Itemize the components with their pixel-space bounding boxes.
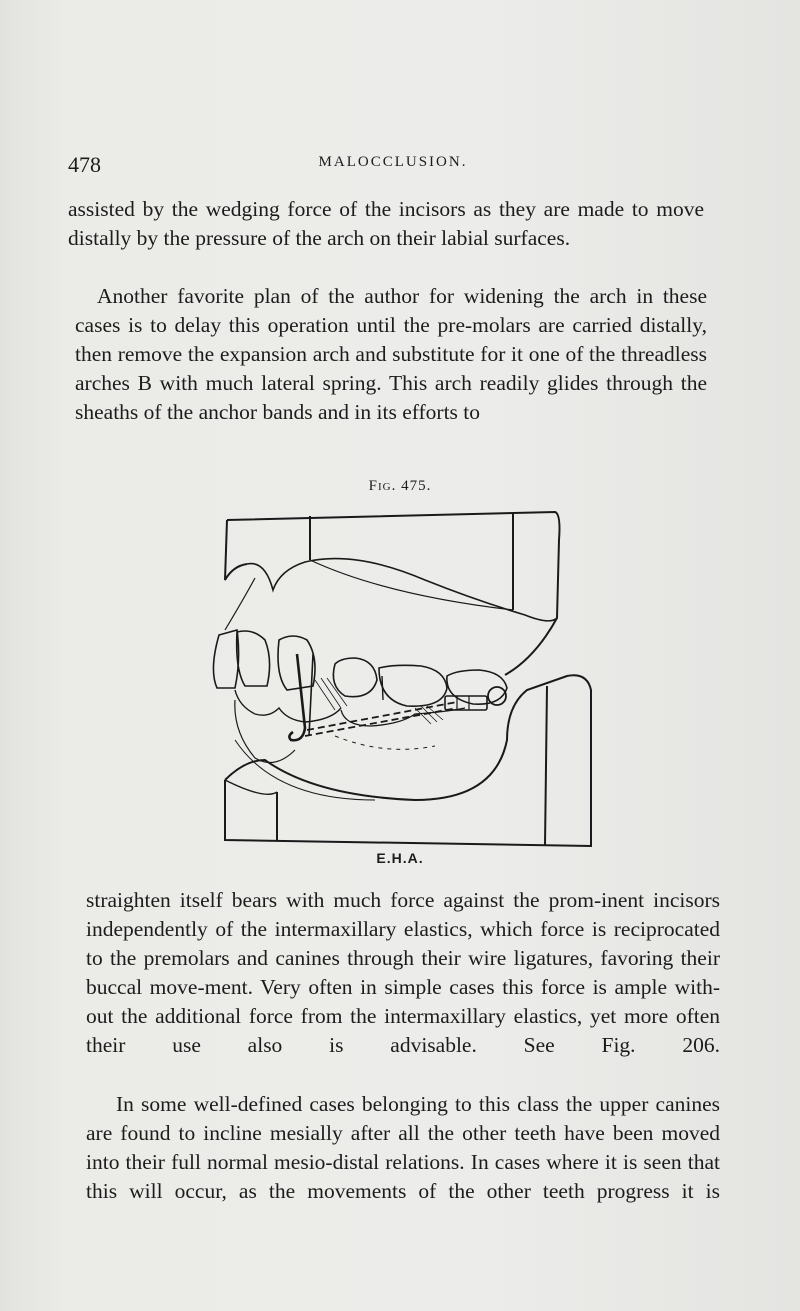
paragraph-2: Another favorite plan of the author for widening the arch in these cases is to delay this operation until the pre-molars are carried distally, then remove the expansion arch and substitute for it one of the threadless arches B with much lateral spring. This arch readily glides through the sheaths of the anchor bands and in its efforts to [75, 284, 707, 424]
paragraph-4: In some well-defined cases belonging to this class the upper canines are found to incline mesially after all the other teeth have been moved into their full normal mesio-distal relations. In cases where it is seen that this will occur, as the movements of the other teeth progress it is [86, 1092, 720, 1203]
paragraph-1: assisted by the wedging force of the incisors as they are made to move distally by the pressure of the arch on their labial surfaces. [68, 197, 704, 250]
paragraph-3: straighten itself bears with much force against the prom-inent incisors independently of the intermaxillary elastics, which force is reciprocated to the premolars and canines through their wire ligatures, favoring their buccal move-ment. Very often in simple cases this force is ample with-out the additional force from the intermaxillary elastics, yet more often their use also is advisable. See Fig. 206. [86, 888, 720, 1057]
page-number: 478 [68, 152, 101, 177]
page-header [68, 152, 718, 182]
figure-caption: Fig. 475. [368, 478, 432, 494]
running-head: MALOCCLUSION. [318, 154, 468, 170]
illustrator-signature: E.H.A. [376, 850, 424, 866]
dental-cast-illustration [195, 500, 595, 870]
